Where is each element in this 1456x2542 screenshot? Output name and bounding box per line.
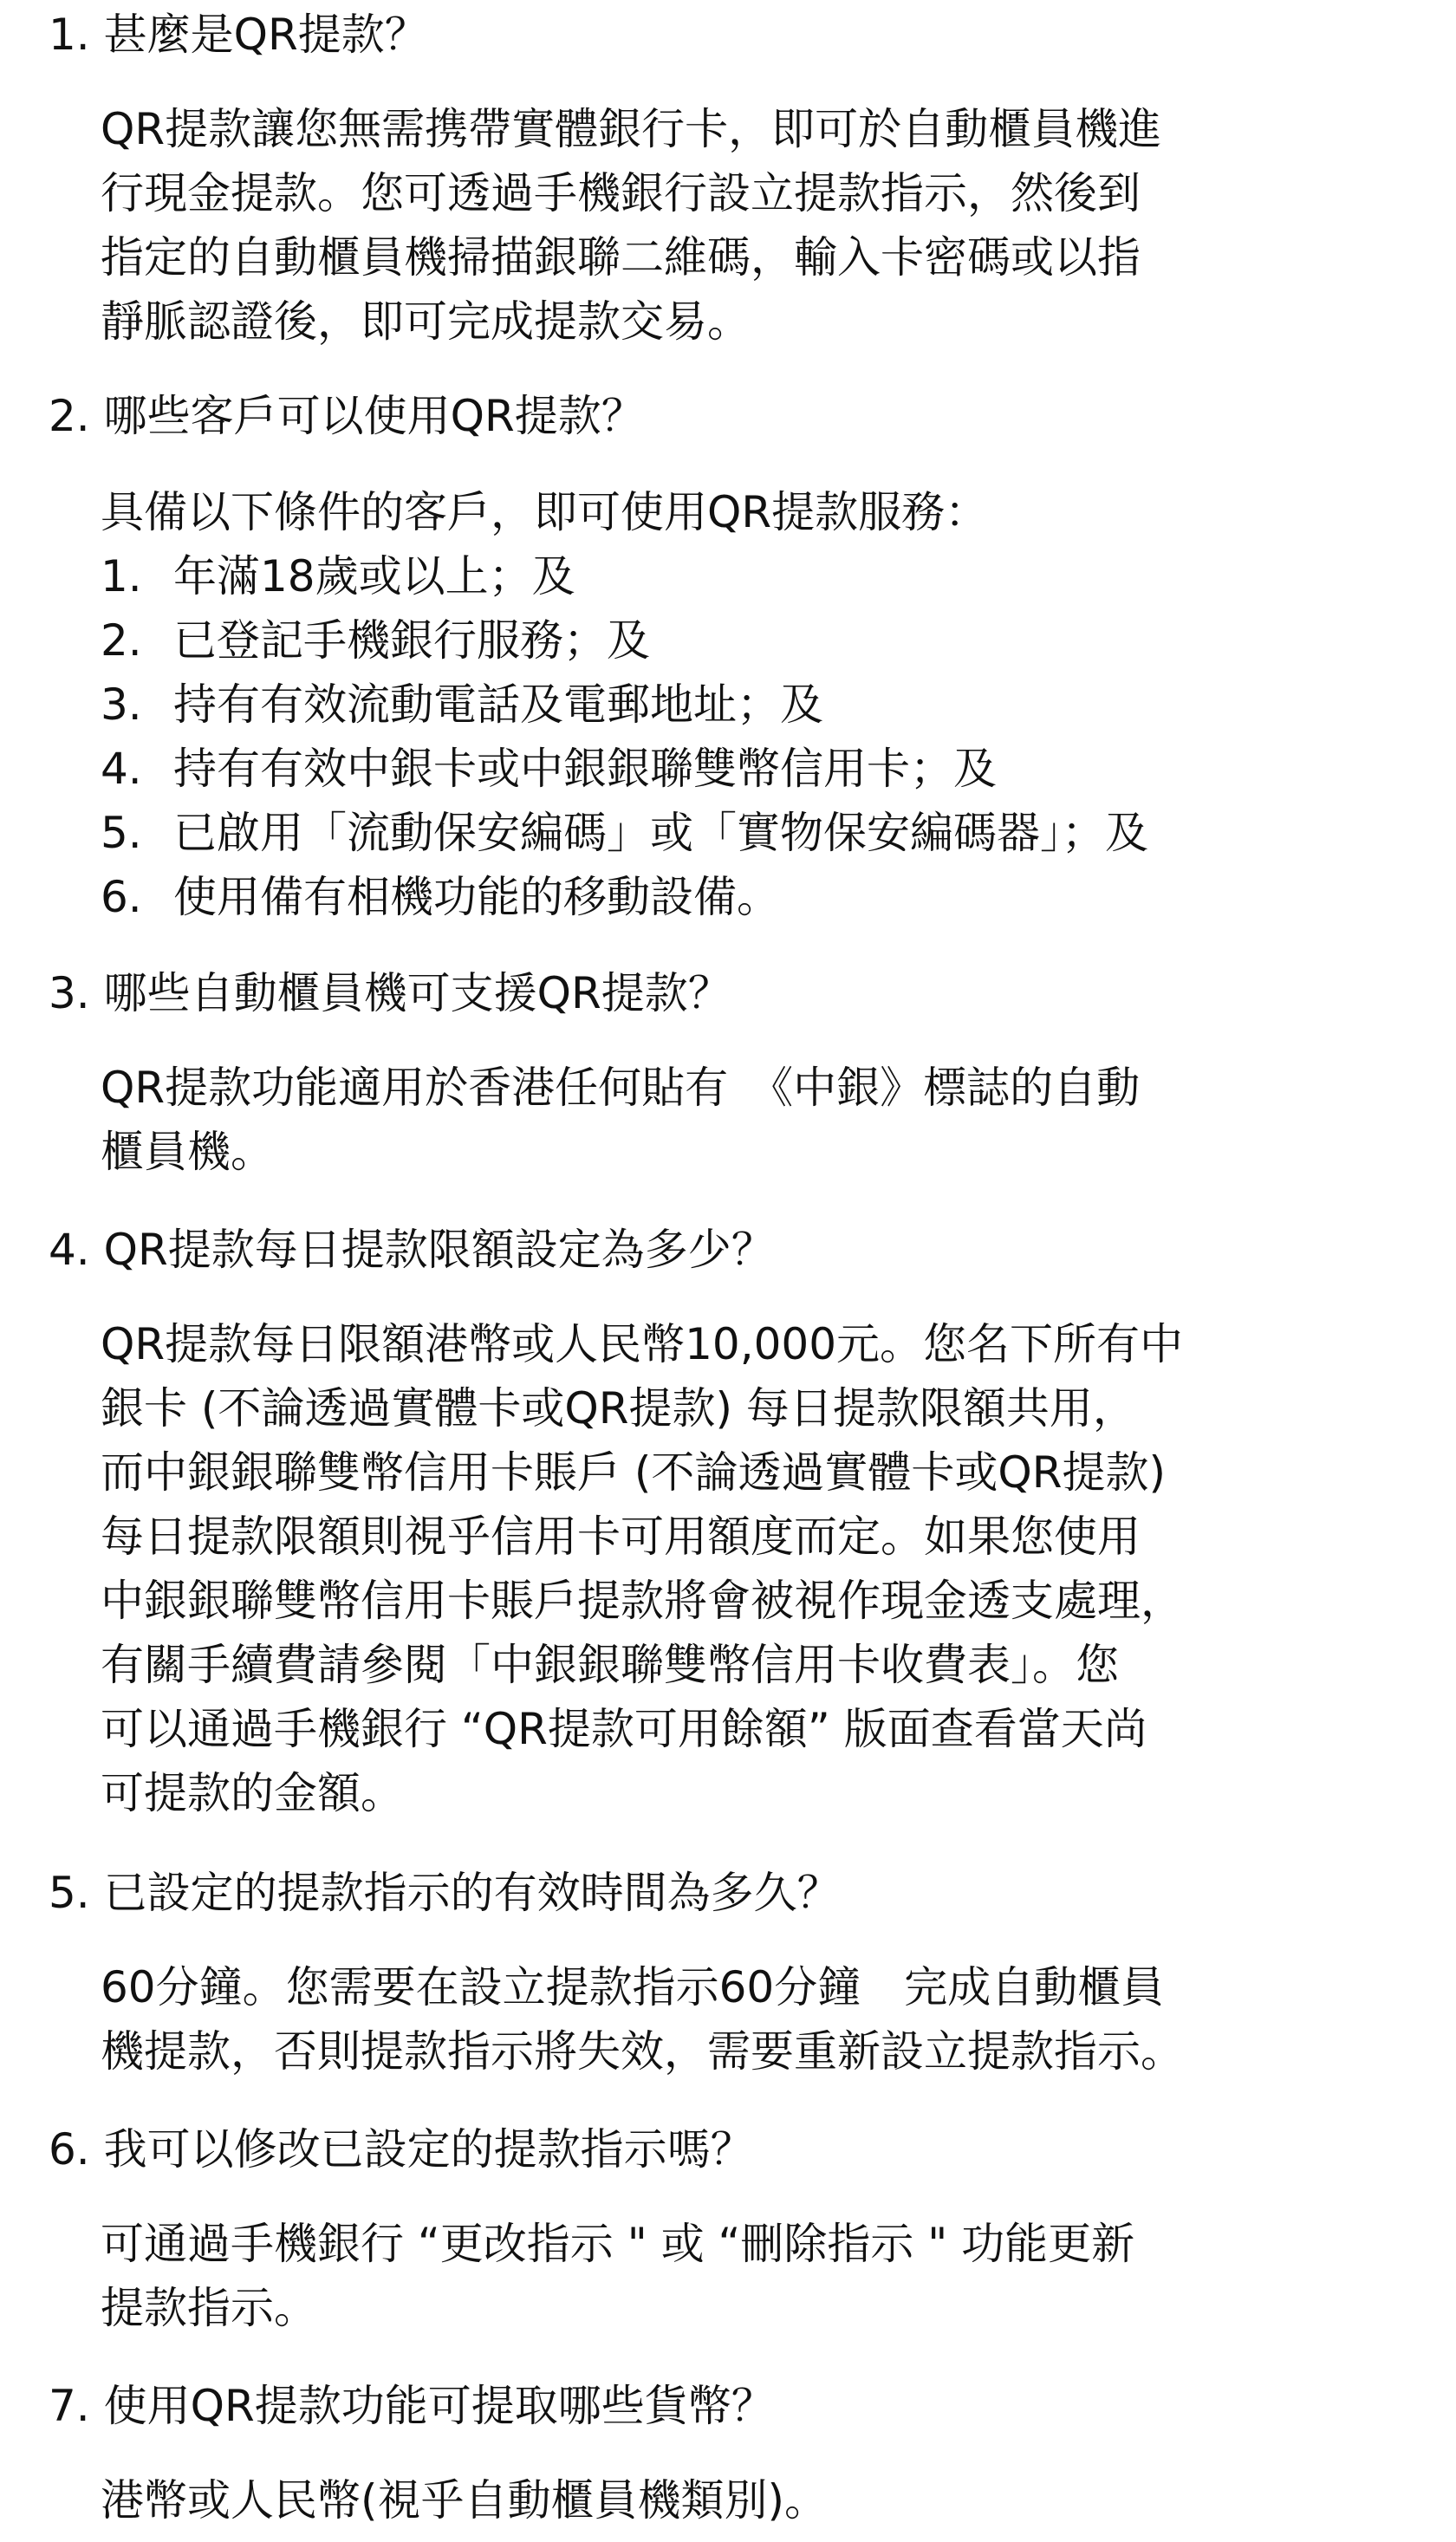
answer-line: 機提款，否則提款指示將失效，需要重新設立提款指示。 [101, 2026, 1184, 2077]
faq-answer-1 [101, 97, 1383, 354]
list-item: 4. 持有有效中銀卡或中銀銀聯雙幣信用卡；及 [101, 744, 997, 794]
list-item: 2. 已登記手機銀行服務；及 [101, 615, 650, 666]
list-item: 1. 年滿18歲或以上；及 [101, 551, 575, 601]
answer-line: 行現金提款。您可透過手機銀行設立提款指示，然後到 [101, 168, 1141, 218]
faq-question-3: 3. 哪些自動櫃員機可支援QR提款？ [49, 968, 731, 1018]
faq-answer-5 [101, 1955, 1383, 2084]
answer-line: 提款指示。 [101, 2283, 317, 2333]
faq-answer-4 [101, 1312, 1383, 1825]
faq-question-1: 1. 甚麼是QR提款？ [49, 10, 428, 60]
answer-line: 60分鐘。您需要在設立提款指示60分鐘 完成自動櫃員 [101, 1962, 1165, 2012]
faq-answer-3 [101, 1056, 1383, 1184]
list-item: 3. 持有有效流動電話及電郵地址；及 [101, 679, 823, 730]
answer-line: QR提款每日限額港幣或人民幣10,000元。您名下所有中 [101, 1319, 1184, 1369]
faq-question-2: 2. 哪些客戶可以使用QR提款？ [49, 391, 645, 441]
answer-line: 可通過手機銀行 “更改指示 " 或 “刪除指示 " 功能更新 [101, 2219, 1135, 2269]
faq-question-4: 4. QR提款每日提款限額設定為多少？ [49, 1225, 775, 1275]
faq-answer-6 [101, 2212, 1383, 2340]
answer-line: 櫃員機。 [101, 1127, 274, 1177]
answer-line: 港幣或人民幣(視乎自動櫃員機類別)。 [101, 2475, 829, 2526]
answer-line: 指定的自動櫃員機掃描銀聯二維碼，輸入卡密碼或以指 [101, 232, 1141, 283]
answer-intro: 具備以下條件的客戶，即可使用QR提款服務： [101, 487, 989, 537]
answer-line: 中銀銀聯雙幣信用卡賬戶提款將會被視作現金透支處理， [101, 1576, 1184, 1626]
answer-line: 可以通過手機銀行 “QR提款可用餘額” 版面查看當天尚 [101, 1704, 1147, 1754]
answer-line: 可提款的金額。 [101, 1768, 404, 1818]
list-item: 6. 使用備有相機功能的移動設備。 [101, 872, 780, 922]
faq-question-5: 5. 已設定的提款指示的有效時間為多久？ [49, 1868, 841, 1918]
faq-question-6: 6. 我可以修改已設定的提款指示嗎？ [49, 2124, 754, 2175]
faq-answer-7 [101, 2468, 1383, 2532]
eligibility-list [101, 544, 1383, 929]
answer-line: 銀卡 (不論透過實體卡或QR提款) 每日提款限額共用， [101, 1383, 1136, 1434]
answer-line: 每日提款限額則視乎信用卡可用額度而定。如果您使用 [101, 1512, 1141, 1562]
list-item: 5. 已啟用「流動保安編碼」或「實物保安編碼器」；及 [101, 808, 1148, 858]
answer-line: 而中銀銀聯雙幣信用卡賬戶 (不論透過實體卡或QR提款) [101, 1447, 1167, 1498]
answer-line: QR提款功能適用於香港任何貼有 《中銀》標誌的自動 [101, 1063, 1141, 1113]
answer-line: QR提款讓您無需携帶實體銀行卡，即可於自動櫃員機進 [101, 104, 1162, 154]
faq-question-7: 7. 使用QR提款功能可提取哪些貨幣？ [49, 2381, 775, 2431]
answer-line: 有關手續費請參閱「中銀銀聯雙幣信用卡收費表」。您 [101, 1640, 1119, 1690]
faq-answer-2 [101, 480, 1383, 929]
answer-line: 靜脈認證後，即可完成提款交易。 [101, 296, 751, 347]
